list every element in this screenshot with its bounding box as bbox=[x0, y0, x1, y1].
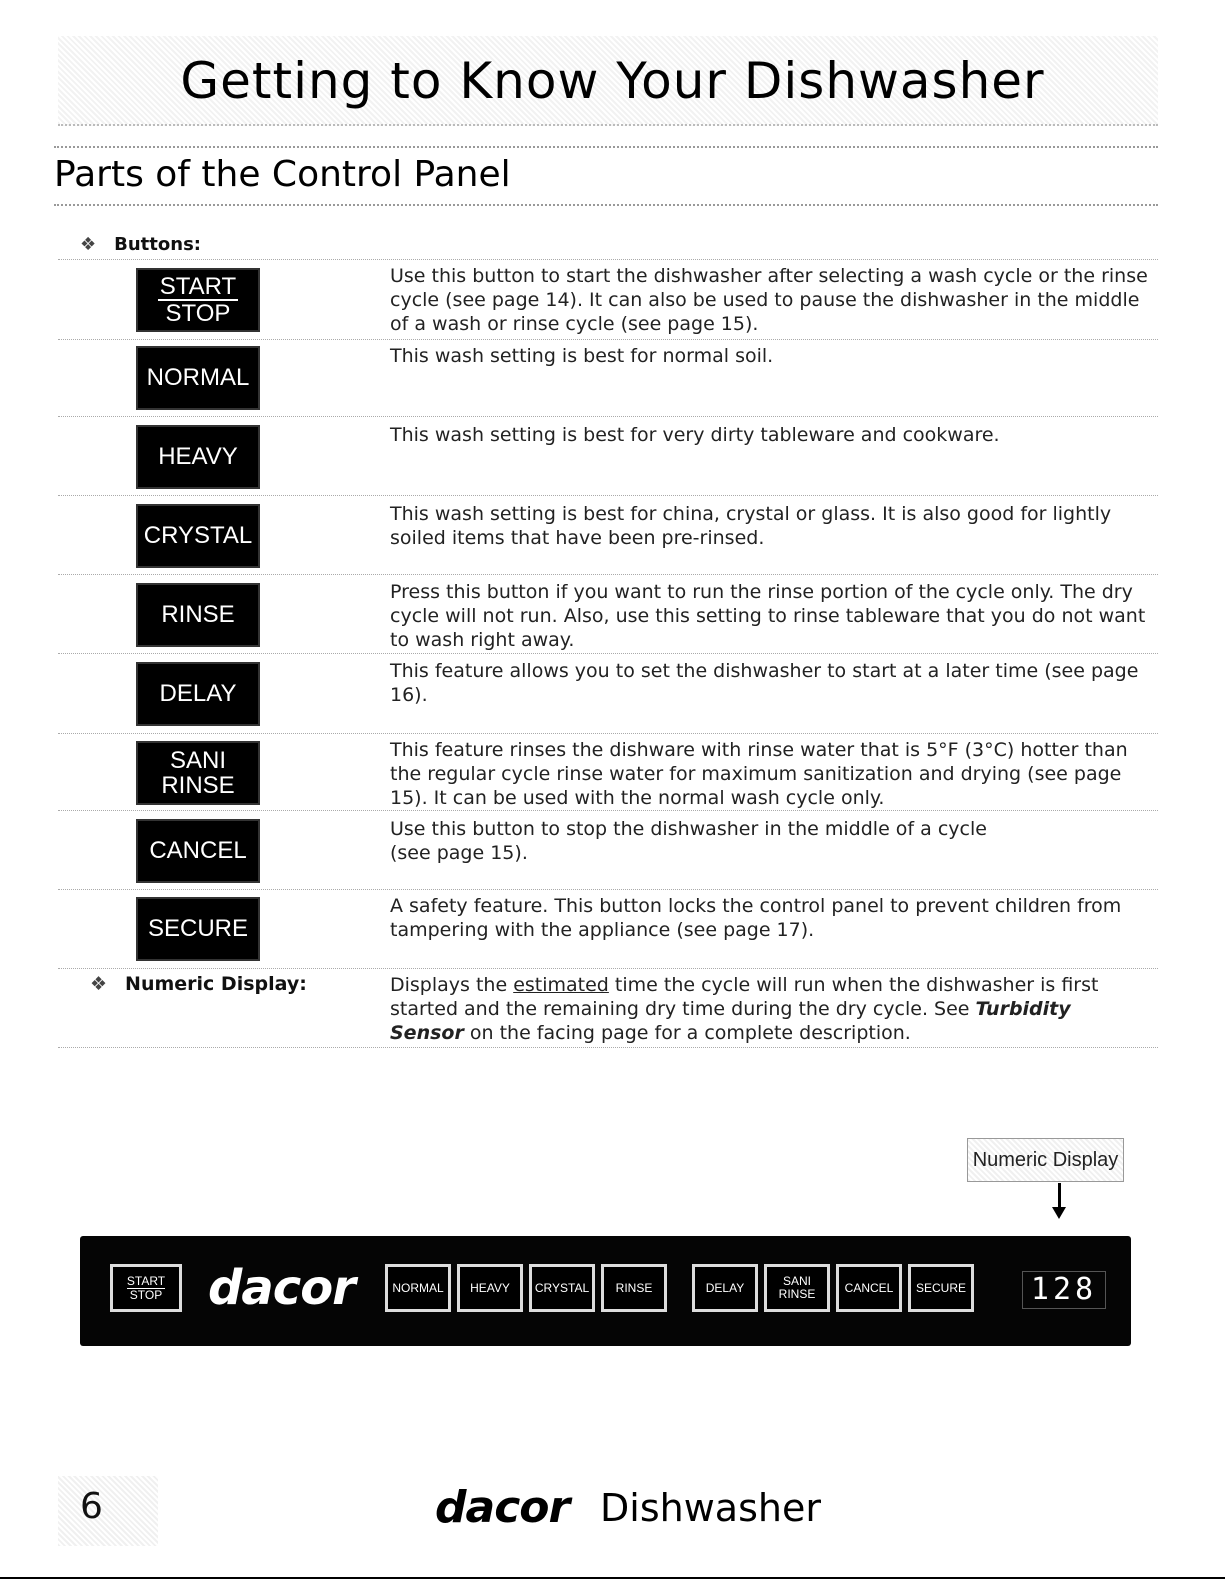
panel-secure-button bbox=[908, 1264, 974, 1312]
footer-title: Dishwasher bbox=[600, 1486, 821, 1530]
row-divider bbox=[58, 259, 1158, 260]
button-label: START bbox=[159, 272, 237, 300]
numeric-display-readout: 128 bbox=[1022, 1271, 1106, 1309]
panel-button-label: SECURE bbox=[915, 1280, 966, 1295]
row-divider bbox=[58, 653, 1158, 654]
footer-dacor-logo: dacor bbox=[435, 1482, 570, 1533]
divider bbox=[54, 204, 1158, 206]
panel-sani-rinse-button bbox=[764, 1264, 830, 1312]
arrow-down-icon bbox=[1058, 1183, 1061, 1209]
secure-button-image bbox=[136, 897, 260, 961]
panel-rinse-button bbox=[601, 1264, 667, 1312]
start-stop-button-image bbox=[136, 268, 260, 332]
heavy-button-image bbox=[136, 425, 260, 489]
bullet-icon: ❖ bbox=[80, 234, 97, 255]
panel-delay-button bbox=[692, 1264, 758, 1312]
button-label: RINSE bbox=[161, 772, 235, 799]
start-stop-description: Use this button to start the dishwasher after selecting a wash cycle or the rinse cycle (see page 14). It can also be used to pause the dishwasher in the middle of a wash or rinse cycle (see page 15). bbox=[390, 265, 1148, 335]
bottom-rule bbox=[0, 1577, 1225, 1579]
panel-button-label: CRYSTAL bbox=[534, 1280, 590, 1295]
desc-text: Displays the bbox=[390, 974, 514, 996]
normal-button-image bbox=[136, 346, 260, 410]
desc-underlined: estimated bbox=[513, 974, 609, 996]
numeric-display-callout: Numeric Display bbox=[967, 1138, 1124, 1182]
panel-button-label: HEAVY bbox=[470, 1280, 510, 1295]
row-divider bbox=[58, 495, 1158, 496]
row-divider bbox=[58, 733, 1158, 734]
row-divider bbox=[58, 810, 1158, 811]
button-label: CANCEL bbox=[149, 837, 247, 865]
button-label: RINSE bbox=[161, 601, 235, 629]
row-divider bbox=[58, 1047, 1158, 1048]
arrow-head-icon bbox=[1052, 1207, 1066, 1219]
panel-button-label: CANCEL bbox=[844, 1280, 894, 1295]
desc-text: time the cycle will run when the dishwasher is first started and the remaining dry time during the dry cycle. See bbox=[390, 974, 1099, 1020]
page-number: 6 bbox=[80, 1486, 103, 1527]
dacor-logo: dacor bbox=[208, 1260, 355, 1316]
button-label: DELAY bbox=[159, 680, 237, 708]
panel-button-label: SANI RINSE bbox=[778, 1274, 816, 1301]
sani-rinse-button-image bbox=[136, 741, 260, 805]
panel-button-label: STOP bbox=[129, 1287, 163, 1302]
button-label: SECURE bbox=[147, 915, 249, 943]
button-label: STOP bbox=[165, 300, 231, 327]
panel-button-label: NORMAL bbox=[392, 1280, 444, 1295]
crystal-description: This wash setting is best for china, crystal or glass. It is also good for lightly soiled items that have been pre-rinsed. bbox=[390, 503, 1112, 549]
button-label: SANI bbox=[169, 746, 226, 774]
cancel-button-image bbox=[136, 819, 260, 883]
rinse-button-image bbox=[136, 583, 260, 647]
panel-crystal-button bbox=[529, 1264, 595, 1312]
crystal-button-image bbox=[136, 504, 260, 568]
sani-rinse-description: This feature rinses the dishware with rinse water that is 5°F (3°C) hotter than the regular cycle rinse water for maximum sanitization and drying (see page 15). It can be used with the normal wash cycle only. bbox=[390, 739, 1128, 809]
numeric-display-label: Numeric Display: bbox=[125, 973, 307, 995]
delay-button-image bbox=[136, 662, 260, 726]
row-divider bbox=[58, 416, 1158, 417]
panel-button-label: RINSE bbox=[615, 1280, 653, 1295]
page-title: Getting to Know Your Dishwasher bbox=[180, 52, 1045, 110]
page-number-background bbox=[58, 1476, 158, 1546]
buttons-heading-label: Buttons: bbox=[114, 234, 201, 255]
bullet-icon: ❖ bbox=[90, 973, 108, 995]
numeric-display-description bbox=[390, 973, 1150, 1045]
panel-normal-button bbox=[385, 1264, 451, 1312]
panel-button-label: START bbox=[126, 1273, 166, 1288]
row-divider bbox=[58, 889, 1158, 890]
delay-description: This feature allows you to set the dishwasher to start at a later time (see page 16). bbox=[390, 660, 1139, 706]
button-label: NORMAL bbox=[146, 364, 250, 392]
panel-button-label: DELAY bbox=[705, 1280, 745, 1295]
secure-description: A safety feature. This button locks the control panel to prevent children from tampering with the appliance (see page 17). bbox=[390, 895, 1122, 941]
panel-heavy-button bbox=[457, 1264, 523, 1312]
row-divider bbox=[58, 574, 1158, 575]
desc-text: on the facing page for a complete description. bbox=[463, 1022, 911, 1044]
numeric-display-heading bbox=[90, 973, 307, 995]
buttons-heading bbox=[80, 234, 201, 255]
normal-description: This wash setting is best for normal soil. bbox=[390, 345, 774, 367]
panel-cancel-button bbox=[836, 1264, 902, 1312]
button-label: HEAVY bbox=[158, 443, 238, 471]
rinse-description: Press this button if you want to run the rinse portion of the cycle only. The dry cycle will not run. Also, use this setting to rinse tableware that you do not want to wash right away. bbox=[390, 581, 1146, 651]
section-title: Parts of the Control Panel bbox=[54, 154, 511, 195]
panel-start-stop-button bbox=[110, 1264, 182, 1312]
heavy-description: This wash setting is best for very dirty tableware and cookware. bbox=[390, 424, 1000, 446]
divider bbox=[54, 146, 1158, 148]
button-label: CRYSTAL bbox=[143, 522, 253, 550]
cancel-description: Use this button to stop the dishwasher in the middle of a cycle (see page 15). bbox=[390, 818, 987, 864]
row-divider bbox=[58, 339, 1158, 340]
control-panel-illustration bbox=[80, 1236, 1131, 1346]
desc-bold-link: Turbidity Sensor bbox=[390, 998, 1071, 1044]
row-divider bbox=[58, 968, 1158, 969]
